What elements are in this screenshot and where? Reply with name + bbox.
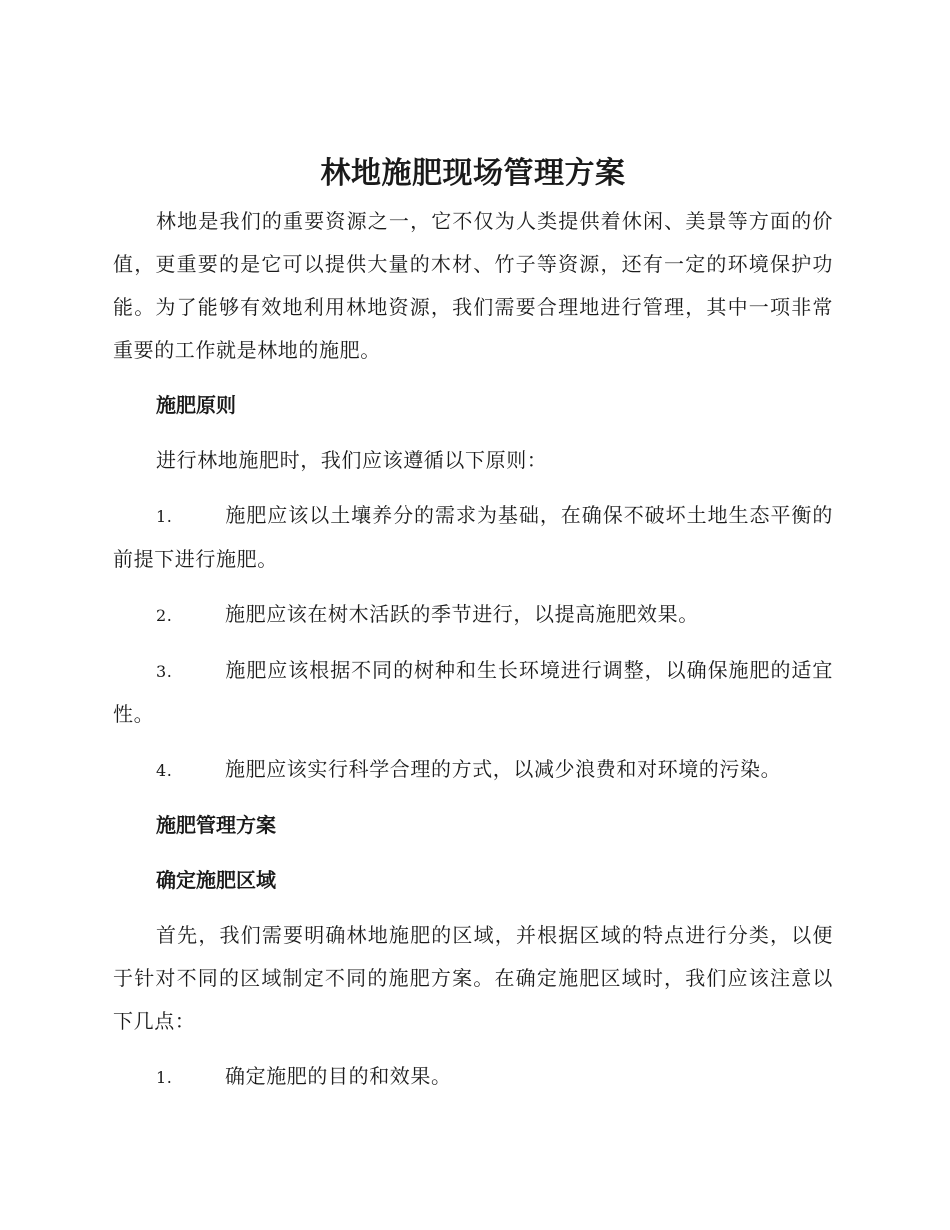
subsection-heading-area: 确定施肥区域 [156, 868, 276, 892]
list-number: 4. [156, 761, 173, 780]
section-heading-management-plan: 施肥管理方案 [156, 813, 276, 837]
list-item-text: 确定施肥的目的和效果。 [225, 1064, 452, 1088]
list-number: 1. [156, 507, 173, 526]
list-number: 3. [156, 662, 173, 681]
list-item-text: 施肥应该以土壤养分的需求为基础，在确保不破坏土地生态平衡的前提下进行施肥。 [113, 503, 833, 571]
list-number: 2. [156, 606, 173, 625]
list-number: 1. [156, 1068, 173, 1087]
list-item [113, 649, 833, 736]
list-item-text: 施肥应该根据不同的树种和生长环境进行调整，以确保施肥的适宜性。 [113, 658, 833, 726]
list-item [113, 748, 833, 792]
area-paragraph: 首先，我们需要明确林地施肥的区域，并根据区域的特点进行分类，以便于针对不同的区域制定不同的施肥方案。在确定施肥区域时，我们应该注意以下几点： [113, 923, 833, 1033]
list-item-text: 施肥应该在树木活跃的季节进行，以提高施肥效果。 [225, 602, 699, 626]
list-item-text: 施肥应该实行科学合理的方式，以减少浪费和对环境的污染。 [225, 757, 782, 781]
intro-paragraph: 林地是我们的重要资源之一，它不仅为人类提供着休闲、美景等方面的价值，更重要的是它可以提供大量的木材、竹子等资源，还有一定的环境保护功能。为了能够有效地利用林地资源，我们需要合理地进行管理，其中一项非常重要的工作就是林地的施肥。 [113, 209, 833, 362]
section-heading-principles: 施肥原则 [156, 393, 236, 417]
list-item [113, 593, 833, 637]
list-item [113, 494, 833, 581]
document-page [113, 150, 833, 1111]
list-item [113, 1055, 833, 1099]
document-title: 林地施肥现场管理方案 [320, 156, 626, 191]
principles-lead-paragraph: 进行林地施肥时，我们应该遵循以下原则： [156, 448, 548, 472]
